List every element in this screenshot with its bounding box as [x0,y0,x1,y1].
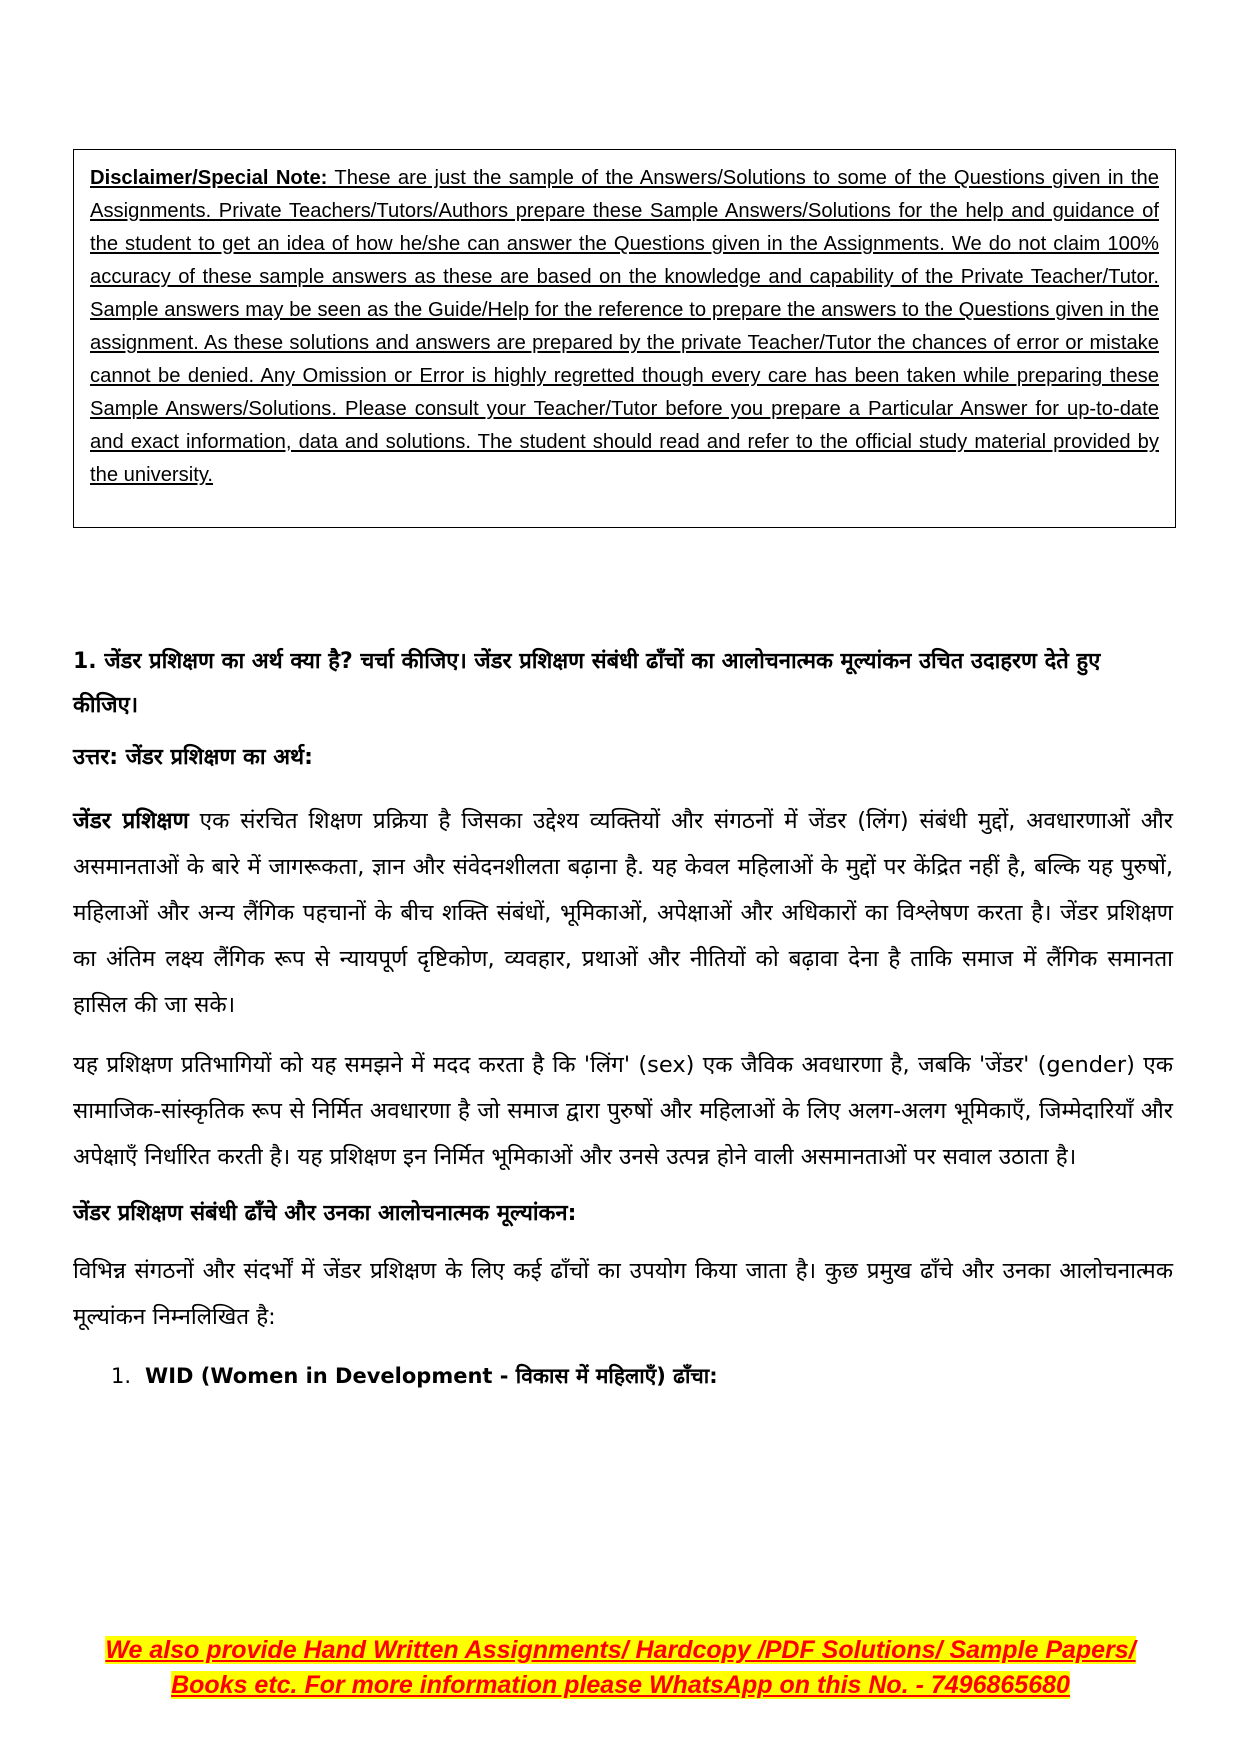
paragraph-1-text: एक संरचित शिक्षण प्रक्रिया है जिसका उद्देश्य व्यक्तियों और संगठनों में जेंडर (लिंग) संबंधी मुद्दों, अवधारणाओं और असमानताओं के बारे में जागरूकता, ज्ञान और संवेदनशीलता बढ़ाना है. यह केवल महिलाओं के मुद्दों पर केंद्रित नहीं है, बल्कि यह पुरुषों, महिलाओं और अन्य लैंगिक पहचानों के बीच शक्ति संबंधों, भूमिकाओं, अपेक्षाओं और अधिकारों का विश्लेषण करता है। जेंडर प्रशिक्षण का अंतिम लक्ष्य लैंगिक रूप से न्यायपूर्ण दृष्टिकोण, व्यवहार, प्रथाओं और नीतियों को बढ़ावा देना है ताकि समाज में लैंगिक समानता हासिल की जा सके। [73,808,1173,1018]
list-item-number: 1. [111,1364,132,1388]
disclaimer-text: These are just the sample of the Answers/Solutions to some of the Questions given in the Assignments. Private Teachers/Tutors/Authors prepare these Sample Answers/Solutions for the help and guidance of the student to get an idea of how he/she can answer the Questions given in the Assignments. We do not claim 100% accuracy of these sample answers as these are based on the knowledge and capability of the Private Teacher/Tutor. Sample answers may be seen as the Guide/Help for the reference to prepare the answers to the Questions given in the assignment. As these solutions and answers are prepared by the private Teacher/Tutor the chances of error or mistake cannot be denied. Any Omission or Error is highly regretted though every care has been taken while preparing these Sample Answers/Solutions. Please consult your Teacher/Tutor before you prepare a Particular Answer for up-to-date and exact information, data and solutions. The student should read and refer to the official study material provided by the university. [90,167,1159,486]
paragraph-1-bold: जेंडर प्रशिक्षण [73,808,189,834]
answer-heading: उत्तर: जेंडर प्रशिक्षण का अर्थ: [73,745,313,770]
paragraph-1 [73,798,1173,1028]
footer-line-2: Books etc. For more information please WhatsApp on this No. - 7496865680 [171,1671,1070,1699]
disclaimer-box [73,149,1176,528]
paragraph-3: विभिन्न संगठनों और संदर्भों में जेंडर प्रशिक्षण के लिए कई ढाँचों का उपयोग किया जाता है। कुछ प्रमुख ढाँचे और उनका आलोचनात्मक मूल्यांकन निम्नलिखित है: [73,1258,1173,1330]
footer-line-1: We also provide Hand Written Assignments/ Hardcopy /PDF Solutions/ Sample Papers/ [105,1636,1136,1664]
question-text: 1. जेंडर प्रशिक्षण का अर्थ क्या है? चर्चा कीजिए। जेंडर प्रशिक्षण संबंधी ढाँचों का आलोचनात्मक मूल्यांकन उचित उदाहरण देते हुए कीजिए। [73,649,1101,718]
section-heading: जेंडर प्रशिक्षण संबंधी ढाँचे और उनका आलोचनात्मक मूल्यांकन: [73,1201,577,1226]
footer-promo [0,1633,1241,1703]
list-item [111,1356,1173,1396]
list-item-text: WID (Women in Development - विकास में महिलाएँ) ढाँचा: [145,1364,718,1388]
paragraph-2: यह प्रशिक्षण प्रतिभागियों को यह समझने में मदद करता है कि 'लिंग' (sex) एक जैविक अवधारणा है, जबकि 'जेंडर' (gender) एक सामाजिक-सांस्कृतिक रूप से निर्मित अवधारणा है जो समाज द्वारा पुरुषों और महिलाओं के लिए अलग-अलग भूमिकाएँ, जिम्मेदारियाँ और अपेक्षाएँ निर्धारित करती है। यह प्रशिक्षण इन निर्मित भूमिकाओं और उनसे उत्पन्न होने वाली असमानताओं पर सवाल उठाता है। [73,1052,1173,1170]
answer-content [73,640,1173,1396]
disclaimer-label: Disclaimer/Special Note: [90,167,328,189]
